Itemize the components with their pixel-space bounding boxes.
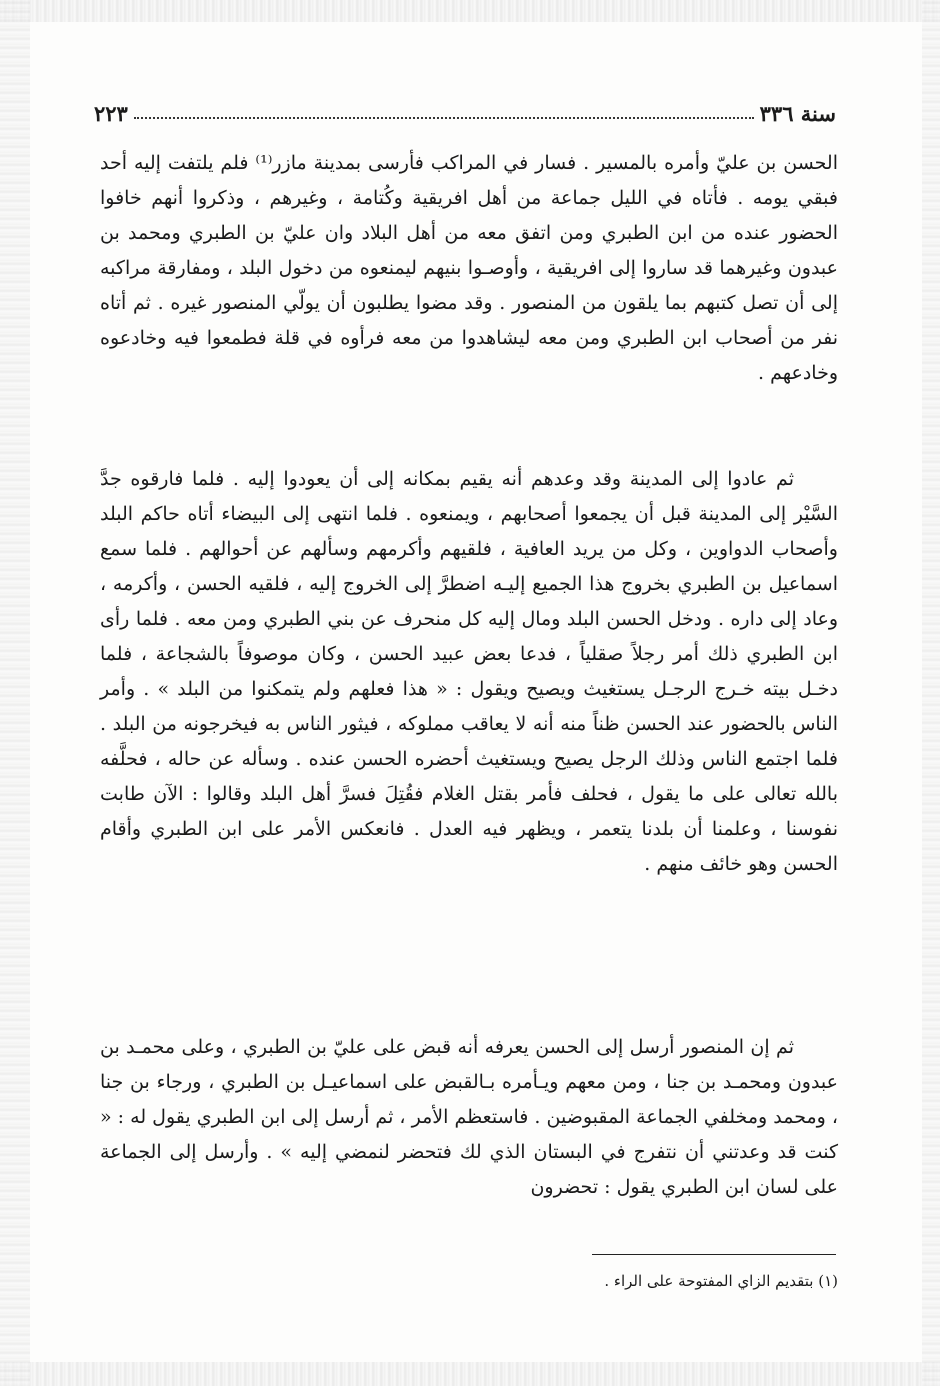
footnote: (١) بتقديم الزاي المفتوحة على الراء . <box>604 1272 838 1290</box>
scan-edge-left <box>0 0 30 1386</box>
paragraph-text: ثم عادوا إلى المدينة وقد وعدهم أنه يقيم بمكانه إلى أن يعودوا إليه . فلما فارقوه جدَّ السَّيْر إلى المدينة قبل أن يجمعوا أصحابهم ، ويمنعوه . فلما انتهى إلى البيضاء أتاه حاكم البلد وأصحاب الدواوين ، وكل من يريد العافية ، فلقيهم وأكرمهم وسألهم عن أحوالهم . فلما سمع اسماعيل بن الطبري بخروج هذا الجميع إليـه اضطرَّ إلى الخروج إليه ، فلقيه الحسن ، وأكرمه ، وعاد إلى داره . ودخل الحسن البلد ومال إليه كل منحرف عن بني الطبري ومن معه . فلما رأى ابن الطبري ذلك أمر رجلاً صقلياً ، فدعا بعض عبيد الحسن ، وكان موصوفاً بالشجاعة ، فلما دخـل بيته خـرج الرجـل يستغيث ويصيح ويقول : « هذا فعلهم ولم يتمكنوا من البلد » . وأمر الناس بالحضور عند الحسن ظناً منه أنه لا يعاقب مملوكه ، فيثور الناس به فيخرجونه من البلد . فلما اجتمع الناس وذلك الرجل يصيح ويستغيث أحضره الحسن عنده . وسأله عن حاله ، فحلَّفه بالله تعالى على ما يقول ، فحلف فأمر بقتل الغلام فقُتِلَ فسرَّ أهل البلد وقالوا : الآن طابت نفوسنا ، وعلمنا أن بلدنا يتعمر ، ويظهر فيه العدل . فانعكس الأمر على ابن الطبري وأقام الحسن وهو خائف منهم . <box>100 468 838 875</box>
paragraph-text: ثم إن المنصور أرسل إلى الحسن يعرفه أنه قبض على عليّ بن الطبري ، وعلى محمـد بن عبدون ومحمـد بن جنا ، ومن معهم ويـأمره بـالقبض على اسماعيـل بن الطبري ، ورجاء بن جنا ، ومحمد ومخلفي الجماعة المقبوضين . فاستعظم الأمر ، ثم أرسل إلى ابن الطبري يقول له : « كنت قد وعدتني أن نتفرج في البستان الذي لك فتحضر لنمضي إليه » . وأرسل إلى الجماعة على لسان ابن الطبري يقول : تحضرون <box>100 1036 838 1198</box>
running-header-title: سنة ٣٣٦ <box>759 101 836 126</box>
page-number: ٢٢٣ <box>94 101 128 126</box>
scan-edge-bottom <box>0 1362 940 1386</box>
paragraph-text: الحسن بن عليّ وأمره بالمسير . فسار في المراكب فأرسى بمدينة مازر⁽¹⁾ فلم يلتفت إليه أحد فبقي يومه . فأتاه في الليل جماعة من أهل افريقية وكُتامة ، وغيرهم ، وذكروا أنهم خافوا الحضور عنده من ابن الطبري ومن اتفق معه من أهل البلاد وان عليّ بن الطبري ومحمد بن عبدون وغيرهما قد ساروا إلى افريقية ، وأوصـوا بنيهم ليمنعوه من دخول البلد ، ومفارقة مراكبه إلى أن تصل كتبهم بما يلقون من المنصور . وقد مضوا يطلبون أن يولّي المنصور غيره . ثم أتاه نفر من أصحاب ابن الطبري ومن معه ليشاهدوا من معه فرأوه في قلة فطمعوا فيه وخادعوه وخادعهم . <box>100 152 838 384</box>
scan-edge-top <box>0 0 940 22</box>
paragraph-3 <box>100 1030 838 1205</box>
header-dot-leader <box>134 117 754 119</box>
scan-edge-right <box>922 0 940 1386</box>
running-header <box>94 92 836 126</box>
footnote-divider <box>592 1254 836 1255</box>
paragraph-1 <box>100 146 838 391</box>
paragraph-2 <box>100 462 838 882</box>
